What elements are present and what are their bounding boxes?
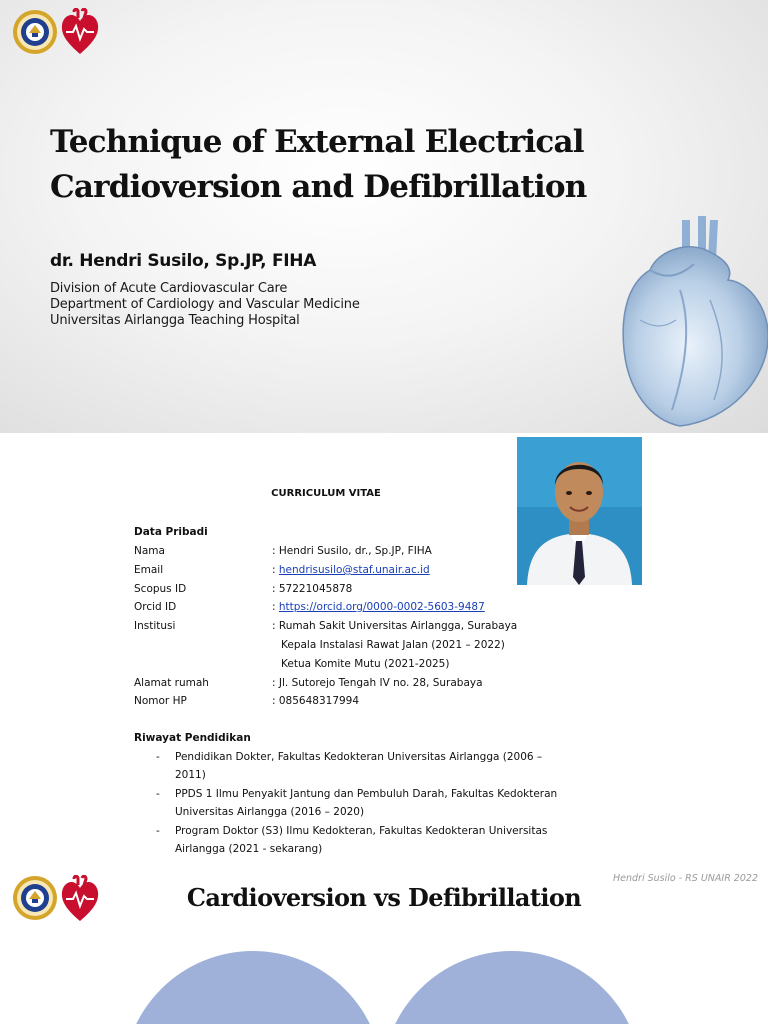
orcid-link[interactable]: https://orcid.org/0000-0002-5603-9487: [278, 601, 485, 613]
value-nomor-hp: : 085648317994: [272, 695, 360, 707]
value-institusi-role-1: Kepala Instalasi Rawat Jalan (2021 – 2022): [281, 639, 505, 651]
title-line-1: Technique of External Electrical: [50, 124, 584, 160]
university-seal-icon: [12, 9, 58, 55]
email-prefix: :: [272, 564, 279, 576]
orcid-prefix: :: [272, 601, 279, 613]
hospital-heart-logo-icon: [60, 8, 100, 56]
education-item-2-line-2: Universitas Airlangga (2016 – 2020): [175, 806, 365, 818]
title-slide: [0, 0, 768, 433]
education-bullet: -: [156, 825, 160, 837]
label-orcid-id: Orcid ID: [134, 601, 177, 613]
author-photo: [517, 437, 642, 585]
value-scopus-id: : 57221045878: [272, 583, 353, 595]
value-email: [272, 564, 430, 576]
education-bullet: -: [156, 788, 160, 800]
slide-title: Cardioversion vs Defibrillation: [186, 883, 582, 912]
anatomical-heart-illustration: [610, 210, 768, 430]
label-institusi: Institusi: [134, 620, 176, 632]
label-email: Email: [134, 564, 164, 576]
personal-data-title: Data Pribadi: [134, 526, 208, 538]
presentation-title: [50, 120, 650, 210]
label-nama: Nama: [134, 545, 165, 557]
cv-heading: CURRICULUM VITAE: [271, 488, 381, 499]
venn-diagram: [0, 923, 768, 1024]
education-item-3-line-1: Program Doktor (S3) Ilmu Kedokteran, Fakultas Kedokteran Universitas: [175, 825, 548, 837]
education-history-title: Riwayat Pendidikan: [134, 732, 251, 744]
label-alamat-rumah: Alamat rumah: [134, 677, 209, 689]
author-name: dr. Hendri Susilo, Sp.JP, FIHA: [50, 251, 317, 271]
venn-circle-right: [382, 951, 642, 1024]
education-item-3-line-2: Airlangga (2021 - sekarang): [175, 843, 323, 855]
education-item-2-line-1: PPDS 1 Ilmu Penyakit Jantung dan Pembuluh Darah, Fakultas Kedokteran: [175, 788, 558, 800]
affiliation-division: Division of Acute Cardiovascular Care: [50, 281, 288, 296]
affiliation-hospital: Universitas Airlangga Teaching Hospital: [50, 313, 300, 328]
education-bullet: -: [156, 751, 160, 763]
affiliation-department: Department of Cardiology and Vascular Medicine: [50, 297, 360, 312]
value-institusi-role-2: Ketua Komite Mutu (2021-2025): [281, 658, 450, 670]
curriculum-vitae-slide: [0, 433, 768, 863]
venn-circle-left: [123, 951, 383, 1024]
value-nama: : Hendri Susilo, dr., Sp.JP, FIHA: [272, 545, 432, 557]
value-institusi: : Rumah Sakit Universitas Airlangga, Surabaya: [272, 620, 518, 632]
email-link[interactable]: hendrisusilo@staf.unair.ac.id: [278, 564, 430, 576]
title-line-2: Cardioversion and Defibrillation: [50, 169, 587, 205]
label-nomor-hp: Nomor HP: [134, 695, 187, 707]
education-item-1-line-1: Pendidikan Dokter, Fakultas Kedokteran Universitas Airlangga (2006 –: [175, 751, 543, 763]
cardioversion-vs-defibrillation-slide: [0, 863, 768, 1024]
value-alamat-rumah: : Jl. Sutorejo Tengah IV no. 28, Surabaya: [272, 677, 483, 689]
author-affiliations: [50, 281, 360, 329]
value-orcid-id: [272, 601, 485, 613]
footer-credit: Hendri Susilo - RS UNAIR 2022: [613, 873, 758, 884]
label-scopus-id: Scopus ID: [134, 583, 187, 595]
education-item-1-line-2: 2011): [175, 769, 206, 781]
